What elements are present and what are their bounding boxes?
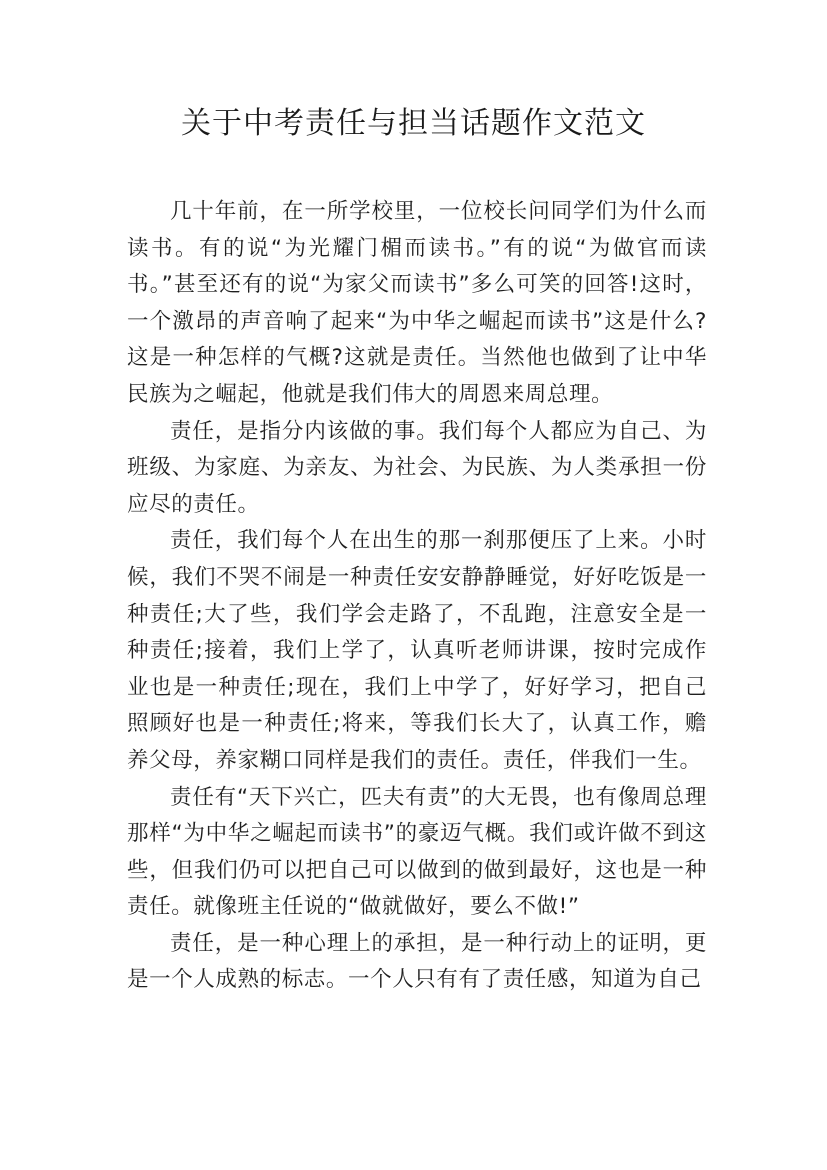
paragraph: 责任，是指分内该做的事。我们每个人都应为自己、为班级、为家庭、为亲友、为社会、为民族、为人类承担一份应尽的责任。 bbox=[127, 418, 707, 517]
document-title: 关于中考责任与担当话题作文范文 bbox=[181, 106, 646, 141]
paragraph: 责任，是一种心理上的承担，是一种行动上的证明，更是一个人成熟的标志。一个人只有有了责任感，知道为自己 bbox=[127, 930, 707, 993]
document-body bbox=[127, 194, 707, 999]
paragraph: 责任有“天下兴亡，匹夫有责”的大无畏，也有像周总理那样“为中华之崛起而读书”的豪迈气概。我们或许做不到这些，但我们仍可以把自己可以做到的做到最好，这也是一种责任。就像班主任说的“做就做好，要么不做!” bbox=[127, 784, 707, 920]
paragraph: 几十年前，在一所学校里，一位校长问同学们为什么而读书。有的说“为光耀门楣而读书。”有的说“为做官而读书。”甚至还有的说“为家父而读书”多么可笑的回答!这时，一个激昂的声音响了起来“为中华之崛起而读书”这是什么?这是一种怎样的气概?这就是责任。当然他也做到了让中华民族为之崛起，他就是我们伟大的周恩来周总理。 bbox=[127, 199, 707, 407]
paragraph: 责任，我们每个人在出生的那一刹那便压了上来。小时候，我们不哭不闹是一种责任安安静静睡觉，好好吃饭是一种责任;大了些，我们学会走路了，不乱跑，注意安全是一种责任;接着，我们上学了，认真听老师讲课，按时完成作业也是一种责任;现在，我们上中学了，好好学习，把自己照顾好也是一种责任;将来，等我们长大了，认真工作，赡养父母，养家糊口同样是我们的责任。责任，伴我们一生。 bbox=[127, 528, 707, 773]
